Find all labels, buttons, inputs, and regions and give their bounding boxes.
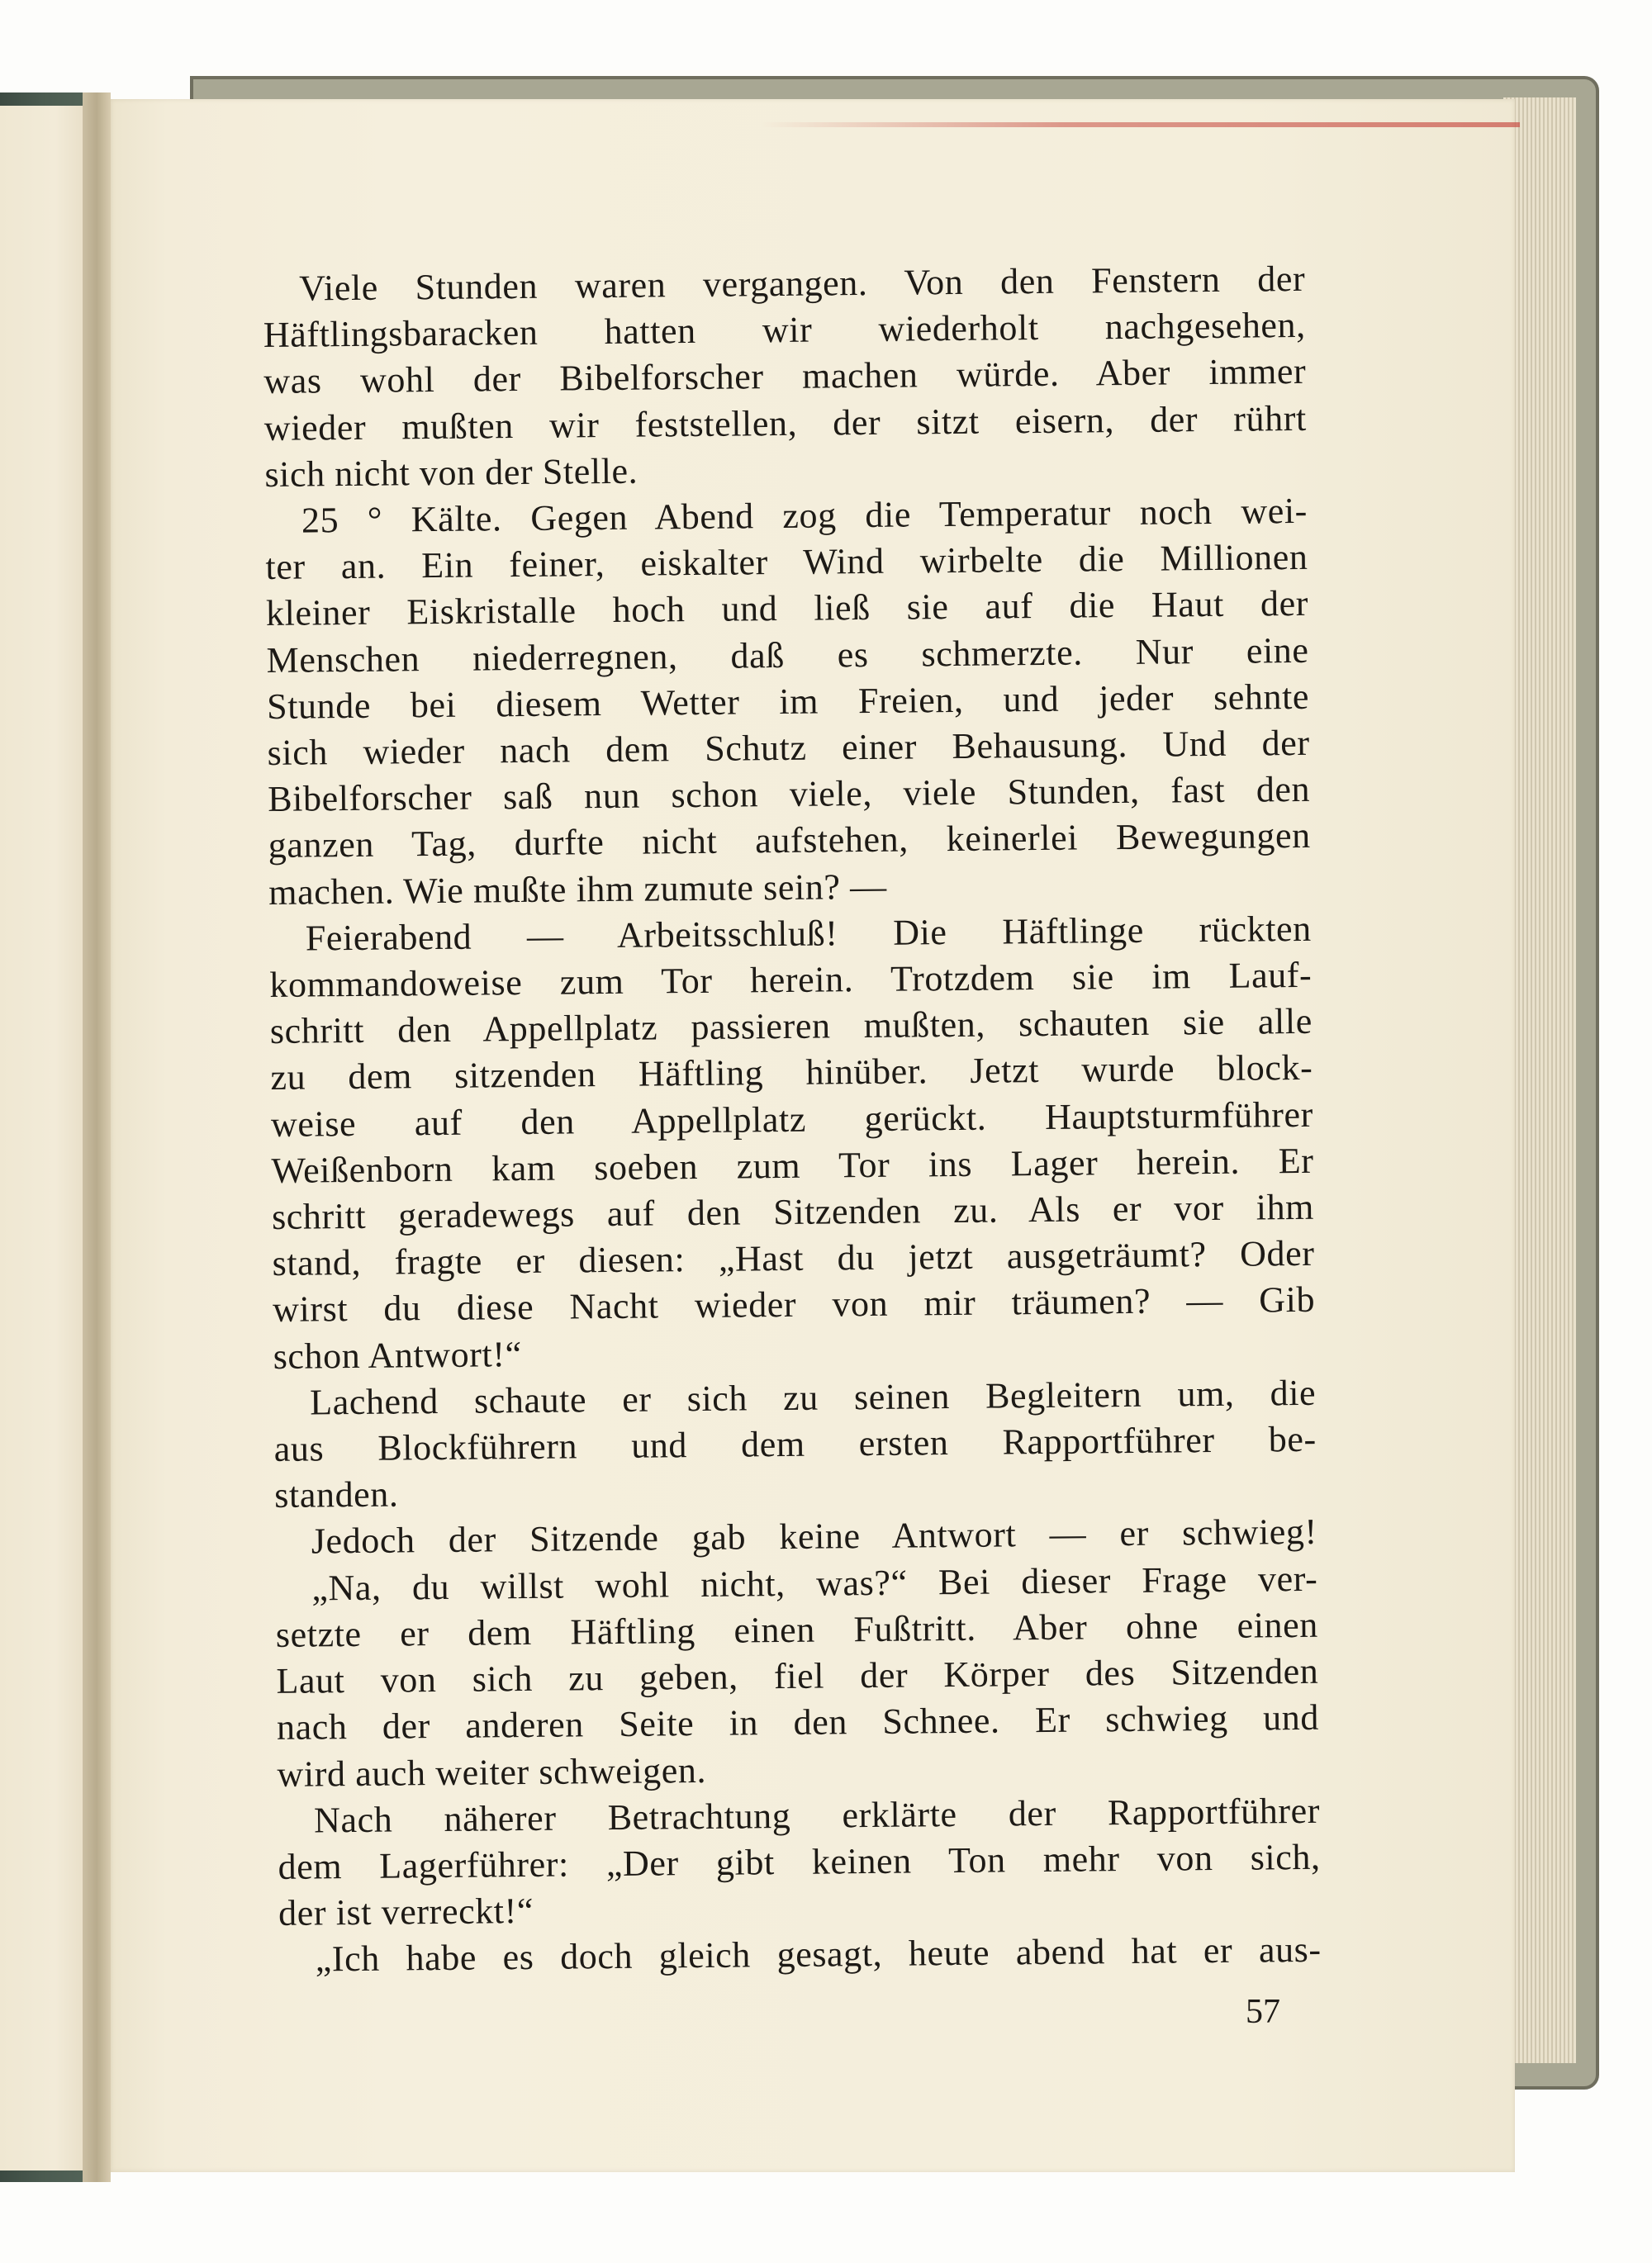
page-number: 57 <box>1246 1993 1280 2031</box>
text-line: Jedoch der Sitzende gab keine Antwort — er schwieg! <box>311 1511 1318 1562</box>
text-line: kleiner Eiskristalle hoch und ließ sie auf die Haut der <box>265 583 1309 634</box>
text-line: Viele Stunden waren vergangen. Von den Fenstern der <box>299 258 1306 309</box>
text-line: wird auch weiter schweigen. <box>277 1749 707 1795</box>
page-body-text <box>263 256 1322 1984</box>
text-line: dem Lagerführer: „Der gibt keinen Ton mehr von sich, <box>278 1836 1321 1887</box>
text-line: sich nicht von der Stelle. <box>264 450 638 495</box>
paragraph <box>265 488 1312 916</box>
text-line: weise auf den Appellplatz gerückt. Hauptsturmführer <box>270 1094 1314 1145</box>
text-line: sich wieder nach dem Schutz einer Behausung. Und der <box>267 722 1310 774</box>
page-top-red-edge <box>760 122 1520 127</box>
text-line: „Na, du willst wohl nicht, was?“ Bei dieser Frage ver- <box>311 1558 1318 1609</box>
paragraph <box>269 906 1316 1380</box>
paragraph <box>278 1788 1322 1938</box>
text-line: Bibelforscher saß nun schon viele, viele Stunden, fast den <box>267 769 1311 820</box>
previous-page-edge <box>0 106 95 2170</box>
text-line: aus Blockführern und dem ersten Rapportführer be- <box>273 1418 1317 1470</box>
text-line: standen. <box>274 1473 399 1516</box>
text-line: ganzen Tag, durfte nicht aufstehen, keinerlei Bewegungen <box>268 815 1311 866</box>
text-line: Feierabend — Arbeitsschluß! Die Häftlinge rückten <box>305 908 1312 959</box>
text-line: zu dem sitzenden Häftling hinüber. Jetzt wurde block- <box>270 1047 1313 1098</box>
text-line: Lachend schaute er sich zu seinen Begleitern um, die <box>309 1372 1317 1423</box>
text-line: setzte er dem Häftling einen Fußtritt. Aber ohne einen <box>275 1604 1319 1655</box>
text-line: Nach näherer Betrachtung erklärte der Rapportführer <box>313 1790 1321 1841</box>
text-line: Weißenborn kam soeben zum Tor ins Lager herein. Er <box>271 1140 1314 1191</box>
paragraph <box>273 1370 1317 1520</box>
text-line: der ist verreckt!“ <box>278 1891 534 1934</box>
text-line: stand, fragte er diesen: „Hast du jetzt ausgeträumt? Oder <box>272 1233 1315 1284</box>
text-line: schritt geradewegs auf den Sitzenden zu. Als er vor ihm <box>271 1186 1315 1238</box>
text-line: 25 ° Kälte. Gegen Abend zog die Temperatur noch wei- <box>301 490 1308 541</box>
text-line: Laut von sich zu geben, fiel der Körper des Sitzenden <box>276 1650 1319 1702</box>
text-line: Menschen niederregnen, daß es schmerzte. Nur eine <box>266 629 1309 681</box>
paragraph <box>275 1556 1320 1798</box>
text-line: ter an. Ein feiner, eiskalter Wind wirbelte die Millionen <box>265 537 1308 588</box>
text-line: „Ich habe es doch gleich gesagt, heute abend hat er aus- <box>315 1929 1322 1980</box>
text-line: was wohl der Bibelforscher machen würde. Aber immer <box>263 351 1307 402</box>
text-line: wirst du diese Nacht wieder von mir träumen? — Gib <box>272 1279 1316 1331</box>
text-line: Häftlingsbaracken hatten wir wiederholt nachgesehen, <box>263 305 1306 356</box>
text-line: nach der anderen Seite in den Schnee. Er schwieg und <box>276 1697 1320 1748</box>
text-line: machen. Wie mußte ihm zumute sein? — <box>268 866 887 913</box>
text-line: Stunde bei diesem Wetter im Freien, und jeder sehnte <box>266 676 1310 727</box>
paragraph <box>263 256 1308 498</box>
text-line: kommandoweise zum Tor herein. Trotzdem sie im Lauf- <box>269 954 1313 1006</box>
text-line: wieder mußten wir feststellen, der sitzt eisern, der rührt <box>263 397 1308 448</box>
book-gutter <box>83 93 111 2182</box>
text-line: schon Antwort!“ <box>273 1333 522 1377</box>
text-line: schritt den Appellplatz passieren mußten, schauten sie alle <box>269 1001 1313 1052</box>
